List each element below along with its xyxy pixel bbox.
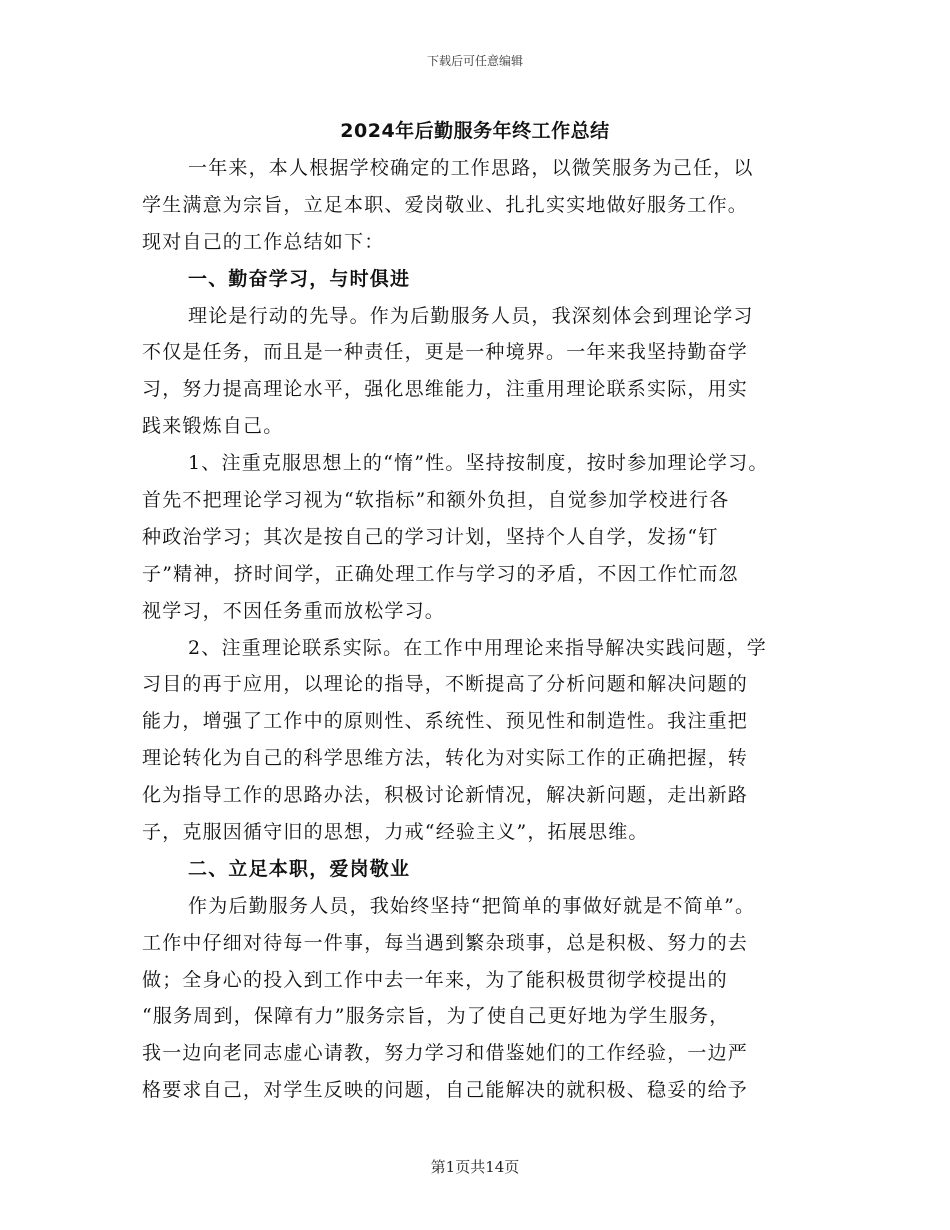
body-text-line: 工作中仔细对待每一件事，每当遇到繁杂琐事，总是积极、努力的去 bbox=[142, 931, 749, 954]
body-text-line: 作为后勤服务人员，我始终坚持“把简单的事做好就是不简单”。 bbox=[188, 894, 756, 917]
body-text-line: 能力，增强了工作中的原则性、系统性、预见性和制造性。我注重把 bbox=[142, 710, 749, 733]
body-text-line: 子”精神，挤时间学，正确处理工作与学习的矛盾，不因工作忙而忽 bbox=[142, 562, 739, 585]
page-header-note: 下载后可任意编辑 bbox=[426, 54, 523, 68]
body-text-line: 种政治学习；其次是按自己的学习计划，坚持个人自学，发扬“钉 bbox=[142, 525, 719, 548]
body-text-line: 首先不把理论学习视为“软指标”和额外负担，自觉参加学校进行各 bbox=[142, 489, 730, 512]
body-text-line: 理论是行动的先导。作为后勤服务人员，我深刻体会到理论学习 bbox=[188, 304, 754, 327]
page-footer: 第1页共14页 bbox=[430, 1158, 520, 1176]
body-text-line: 一年来，本人根据学校确定的工作思路，以微笑服务为己任，以 bbox=[188, 157, 754, 179]
body-text-line: 现对自己的工作总结如下： bbox=[142, 230, 385, 253]
body-text-line: 1、注重克服思想上的“惰”性。坚持按制度，按时参加理论学习。 bbox=[188, 452, 769, 475]
body-text-line: 格要求自己，对学生反映的问题，自己能解决的就积极、稳妥的给予 bbox=[142, 1079, 749, 1102]
body-text-line: 践来锻炼自己。 bbox=[142, 415, 284, 438]
document-body bbox=[142, 150, 812, 1109]
body-text-line: 化为指导工作的思路办法，积极讨论新情况，解决新问题，走出新路 bbox=[142, 784, 749, 807]
body-text-line: 理论转化为自己的科学思维方法，转化为对实际工作的正确把握，转 bbox=[142, 747, 749, 770]
body-text-line: 子，克服因循守旧的思想，力戒“经验主义”，拓展思维。 bbox=[142, 821, 649, 844]
body-text-line: “服务周到，保障有力”服务宗旨，为了使自己更好地为学生服务， bbox=[142, 1005, 730, 1028]
body-text-line: 做；全身心的投入到工作中去一年来，为了能积极贯彻学校提出的 bbox=[142, 968, 728, 991]
body-text-line: 我一边向老同志虚心请教，努力学习和借鉴她们的工作经验，一边严 bbox=[142, 1042, 749, 1065]
body-text-line: 习目的再于应用，以理论的指导，不断提高了分析问题和解决问题的 bbox=[142, 673, 749, 696]
body-text-line: 视学习，不因任务重而放松学习。 bbox=[142, 599, 446, 622]
section-heading: 二、立足本职，爱岗敬业 bbox=[188, 857, 411, 880]
body-text-line: 不仅是任务，而且是一种责任，更是一种境界。一年来我坚持勤奋学 bbox=[142, 341, 749, 364]
body-text-line: 习，努力提高理论水平，强化思维能力，注重用理论联系实际，用实 bbox=[142, 378, 749, 401]
document-title: 2024年后勤服务年终工作总结 bbox=[340, 120, 610, 142]
body-text-line: 2、注重理论联系实际。在工作中用理论来指导解决实践问题，学 bbox=[188, 636, 767, 659]
section-heading: 一、勤奋学习，与时俱进 bbox=[188, 267, 411, 290]
body-text-line: 学生满意为宗旨，立足本职、爱岗敬业、扎扎实实地做好服务工作。 bbox=[142, 193, 749, 216]
